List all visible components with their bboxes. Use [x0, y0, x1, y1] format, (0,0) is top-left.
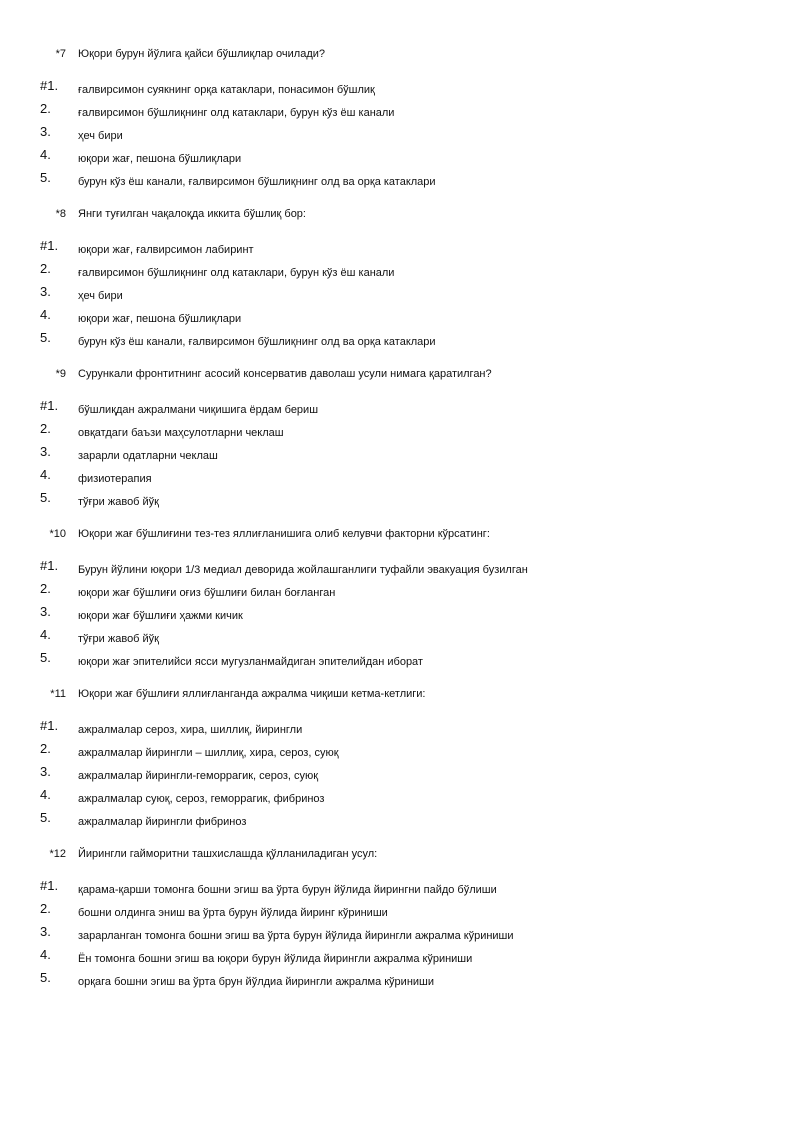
question-11 [0, 681, 800, 707]
option-number: 3. [40, 924, 51, 939]
question-number: *8 [55, 208, 66, 220]
question-text: Йирингли гайморитни ташхислашда қўлланиладиган усул: [78, 848, 378, 860]
option-text: ҳеч бири [78, 130, 123, 142]
answer-option [0, 78, 800, 100]
answer-option [0, 170, 800, 192]
question-text: Юқори жағ бўшлиғи яллиғланганда ажралма чиқиши кетма-кетлиги: [78, 688, 426, 700]
question-number: *11 [50, 688, 66, 700]
option-number: 2. [40, 421, 51, 436]
option-number: 4. [40, 787, 51, 802]
option-number: 5. [40, 810, 51, 825]
option-number: 3. [40, 764, 51, 779]
option-text: юқори жағ, пешона бўшлиқлари [78, 313, 242, 325]
option-number: 2. [40, 741, 51, 756]
question-number: *7 [55, 48, 66, 60]
option-text: ҳеч бири [78, 290, 123, 302]
question-7 [0, 41, 800, 67]
option-text: ажралмалар йирингли фибриноз [78, 816, 247, 828]
option-number: 5. [40, 330, 51, 345]
answer-option [0, 627, 800, 649]
answer-option [0, 284, 800, 306]
answer-option [0, 718, 800, 740]
option-number: 5. [40, 490, 51, 505]
answer-option [0, 307, 800, 329]
option-number: 2. [40, 581, 51, 596]
option-number: 2. [40, 901, 51, 916]
option-text: ажралмалар сероз, хира, шиллиқ, йирингли [78, 724, 303, 736]
option-number: 3. [40, 124, 51, 139]
option-text: ажралмалар суюқ, сероз, геморрагик, фибриноз [78, 793, 325, 805]
option-number: 5. [40, 970, 51, 985]
question-text: Юқори жағ бўшлиғини тез-тез яллиғланишига олиб келувчи факторни кўрсатинг: [78, 528, 490, 540]
option-text: зарарланган томонга бошни эгиш ва ўрта бурун йўлида йирингли ажралма кўриниши [78, 930, 514, 942]
option-text: ажралмалар йирингли – шиллиқ, хира, сероз, суюқ [78, 747, 339, 759]
answer-option [0, 330, 800, 352]
answer-option [0, 421, 800, 443]
option-number: 2. [40, 261, 51, 276]
option-number: 3. [40, 444, 51, 459]
answer-option [0, 261, 800, 283]
option-text: юқори жағ эпителийси ясси мугузланмайдиган эпителийдан иборат [78, 656, 423, 668]
option-number: 2. [40, 101, 51, 116]
option-number: 4. [40, 947, 51, 962]
answer-option [0, 101, 800, 123]
option-text: юқори жағ бўшлиғи ҳажми кичик [78, 610, 243, 622]
answer-option [0, 604, 800, 626]
answer-option [0, 787, 800, 809]
option-number: 4. [40, 467, 51, 482]
option-text: юқори жағ, ғалвирсимон лабиринт [78, 244, 254, 256]
option-text: бошни олдинга эниш ва ўрта бурун йўлида йиринг кўриниши [78, 907, 388, 919]
answer-option [0, 238, 800, 260]
option-number: #1. [40, 718, 59, 733]
option-number: 3. [40, 284, 51, 299]
question-8 [0, 201, 800, 227]
option-number: #1. [40, 878, 59, 893]
option-text: бўшлиқдан ажралмани чиқишига ёрдам бериш [78, 404, 319, 416]
answer-option [0, 124, 800, 146]
option-text: ғалвирсимон суякнинг орқа катаклари, понасимон бўшлиқ [78, 84, 375, 96]
answer-option [0, 741, 800, 763]
answer-option [0, 558, 800, 580]
answer-option [0, 650, 800, 672]
option-text: орқага бошни эгиш ва ўрта брун йўлдиа йирингли ажралма кўриниши [78, 976, 435, 988]
answer-option [0, 147, 800, 169]
question-number: *12 [49, 848, 66, 860]
option-text: физиотерапия [78, 473, 152, 485]
option-number: #1. [40, 78, 59, 93]
option-number: 4. [40, 627, 51, 642]
answer-option [0, 444, 800, 466]
option-number: 3. [40, 604, 51, 619]
question-12 [0, 841, 800, 867]
option-text: юқори жағ бўшлиғи оғиз бўшлиғи билан боғланган [78, 587, 336, 599]
option-text: Ён томонга бошни эгиш ва юқори бурун йўлида йирингли ажралма кўриниши [78, 953, 473, 965]
question-text: Сурункали фронтитнинг асосий консерватив даволаш усули нимага қаратилган? [78, 368, 492, 380]
answer-option [0, 901, 800, 923]
option-number: 5. [40, 170, 51, 185]
option-text: ғалвирсимон бўшлиқнинг олд катаклари, бурун кўз ёш канали [78, 107, 395, 119]
option-text: овқатдаги баъзи маҳсулотларни чеклаш [78, 427, 284, 439]
question-number: *10 [49, 528, 66, 540]
option-text: ажралмалар йирингли-геморрагик, сероз, суюқ [78, 770, 319, 782]
option-text: зарарли одатларни чеклаш [78, 450, 218, 462]
option-number: #1. [40, 558, 59, 573]
option-number: 4. [40, 147, 51, 162]
answer-option [0, 924, 800, 946]
answer-option [0, 467, 800, 489]
question-10 [0, 521, 800, 547]
option-text: тўғри жавоб йўқ [78, 496, 159, 508]
answer-option [0, 878, 800, 900]
option-number: 5. [40, 650, 51, 665]
option-text: қарама-қарши томонга бошни эгиш ва ўрта бурун йўлида йирингни пайдо бўлиши [78, 884, 497, 896]
question-number: *9 [55, 368, 66, 380]
answer-option [0, 490, 800, 512]
option-text: Бурун йўлини юқори 1/3 медиал деворида жойлашганлиги туфайли эвакуация бузилган [78, 564, 528, 576]
option-text: тўғри жавоб йўқ [78, 633, 159, 645]
option-number: #1. [40, 398, 59, 413]
answer-option [0, 581, 800, 603]
question-text: Юқори бурун йўлига қайси бўшлиқлар очилади? [78, 48, 326, 60]
option-number: #1. [40, 238, 59, 253]
answer-option [0, 810, 800, 832]
answer-option [0, 970, 800, 992]
option-text: ғалвирсимон бўшлиқнинг олд катаклари, бурун кўз ёш канали [78, 267, 395, 279]
option-text: юқори жағ, пешона бўшлиқлари [78, 153, 242, 165]
option-text: бурун кўз ёш канали, ғалвирсимон бўшлиқнинг олд ва орқа катаклари [78, 336, 436, 348]
answer-option [0, 398, 800, 420]
answer-option [0, 764, 800, 786]
question-9 [0, 361, 800, 387]
question-text: Янги туғилган чақалоқда иккита бўшлиқ бор: [78, 208, 306, 220]
option-number: 4. [40, 307, 51, 322]
option-text: бурун кўз ёш канали, ғалвирсимон бўшлиқнинг олд ва орқа катаклари [78, 176, 436, 188]
answer-option [0, 947, 800, 969]
